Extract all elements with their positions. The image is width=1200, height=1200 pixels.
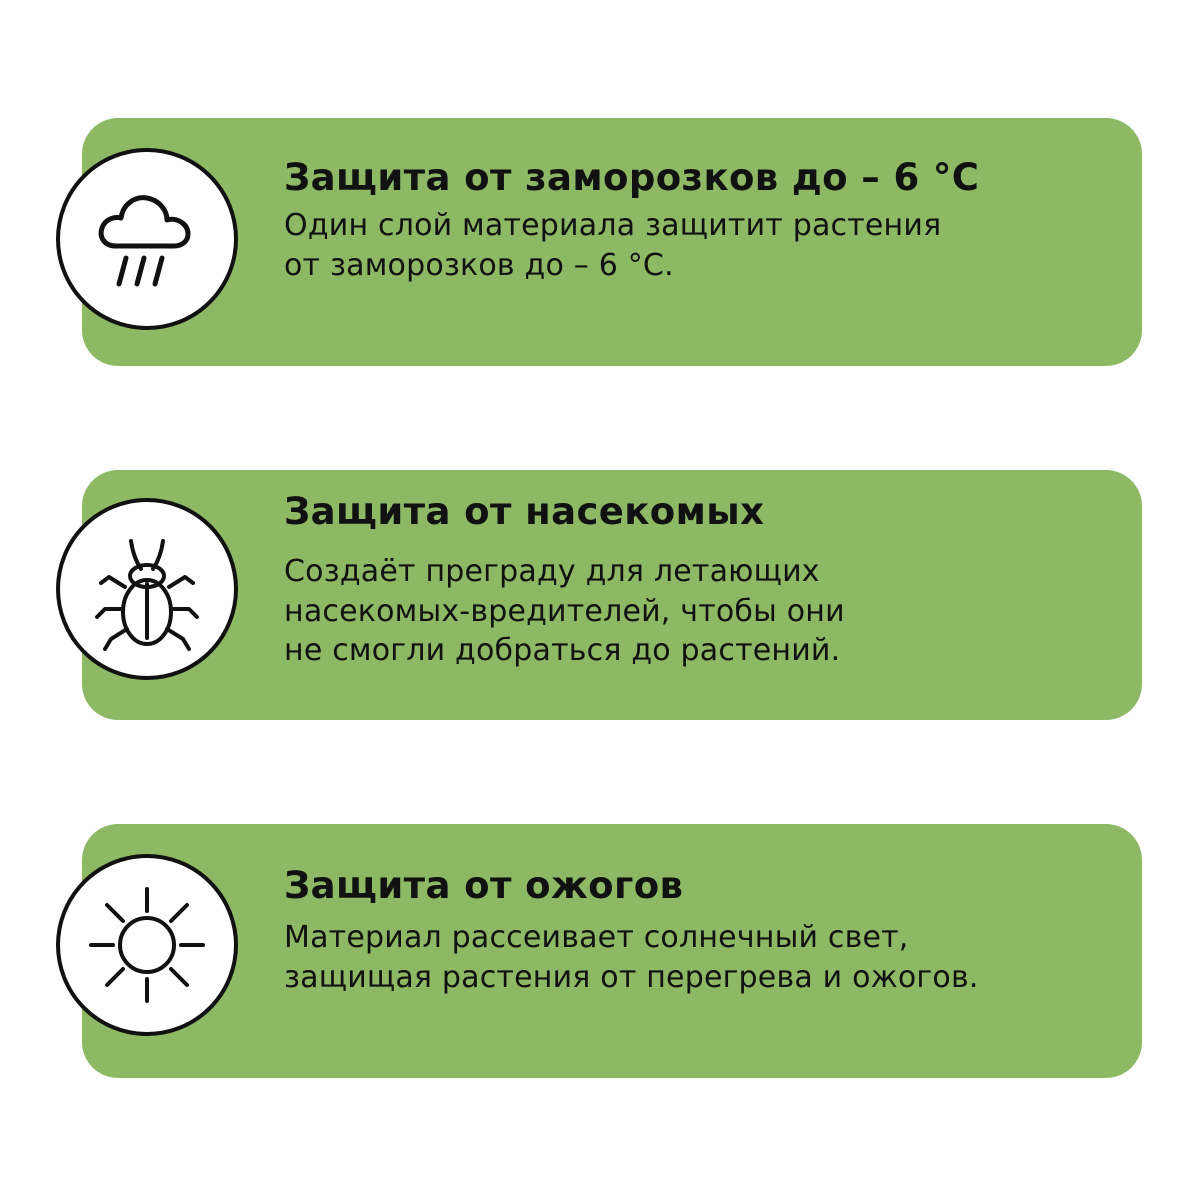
feature-description-line: Создаёт преграду для летающих — [284, 553, 820, 589]
feature-title: Защита от ожогов — [284, 864, 684, 907]
feature-title: Защита от насекомых — [284, 490, 765, 533]
feature-description — [284, 918, 1114, 998]
feature-text-insects — [284, 490, 1114, 671]
feature-title: Защита от заморозков до – 6 °C — [284, 156, 980, 199]
feature-description-line: не смогли добраться до растений. — [284, 633, 841, 669]
feature-description-line: защищая растения от перегрева и ожогов. — [284, 959, 979, 995]
beetle-insect-icon — [56, 498, 238, 680]
feature-description-line: Материал рассеивает солнечный свет, — [284, 919, 909, 955]
feature-text-frost — [284, 156, 1114, 285]
feature-description — [284, 206, 1114, 286]
feature-description-line: Один слой материала защитит растения — [284, 207, 942, 243]
feature-description-line: от заморозков до – 6 °C. — [284, 247, 674, 283]
feature-text-sunburn — [284, 864, 1114, 997]
sun-icon — [56, 854, 238, 1036]
feature-description — [284, 552, 1114, 672]
cloud-rain-icon — [56, 148, 238, 330]
feature-description-line: насекомых-вредителей, чтобы они — [284, 593, 845, 629]
